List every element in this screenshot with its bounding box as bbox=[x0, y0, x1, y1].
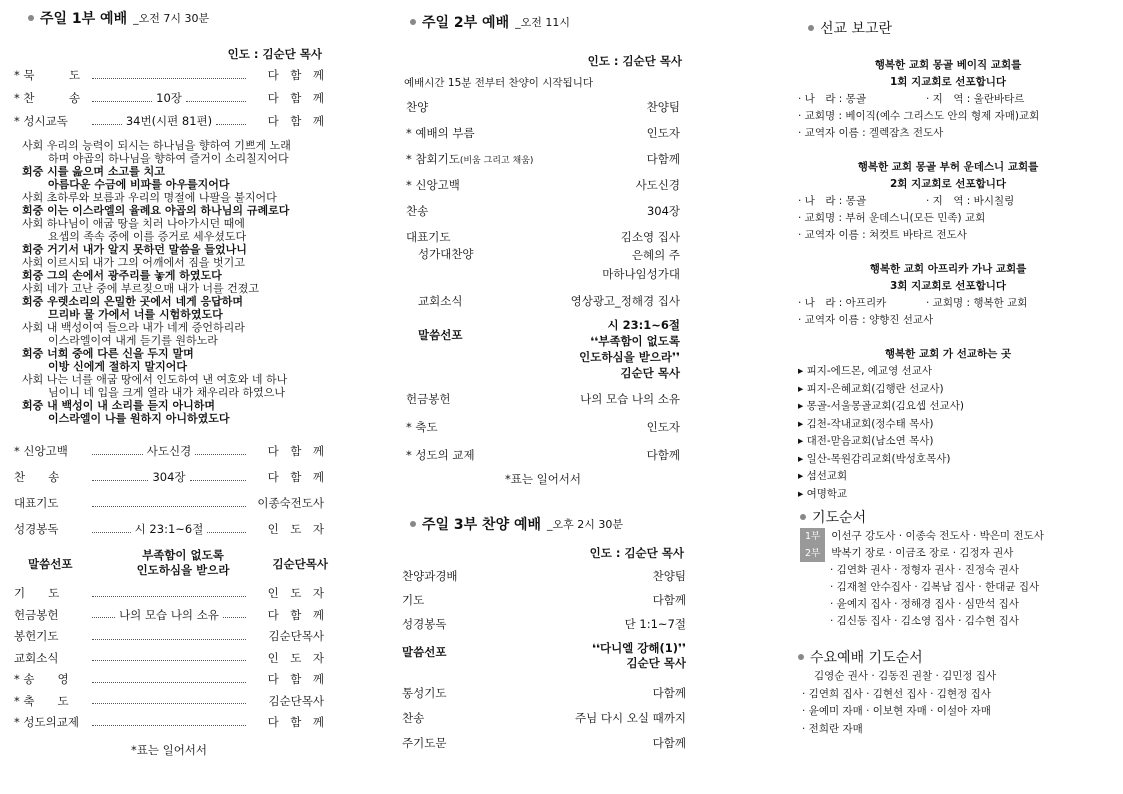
order-row bbox=[406, 177, 680, 193]
prayer-line: · 김신동 집사 · 김소영 집사 · 김수현 집사 bbox=[830, 615, 1019, 627]
order-row bbox=[402, 710, 686, 726]
order-person: 인도자 bbox=[646, 126, 680, 140]
order-label: 봉헌기도 bbox=[14, 629, 59, 643]
reading-line: 사회 나는 너를 애굽 땅에서 인도하여 낸 여호와 네 하나 bbox=[22, 373, 288, 386]
order-detail: 나의 모습 나의 소유 bbox=[119, 607, 219, 622]
order-person: 다 함 께 bbox=[267, 68, 324, 82]
mission-report-1: 행복한 교회 몽골 베이직 교회를 1회 지교회로 선포합니다 · 나 라 : 몽골 · 지 역 : 울란바타르 · 교회명 : 베이직(예수 그리스도 안의 형제 자매)교회 · 교역자 이름 : 겔렉잠츠 전도사 bbox=[798, 59, 1040, 139]
prayer-line: · 김연화 권사 · 정형자 권사 · 진정숙 권사 bbox=[830, 564, 1019, 576]
reading-line: 회중 내 백성이 내 소리를 듣지 아니하며 bbox=[22, 399, 215, 412]
service2-tag: 2부 bbox=[800, 545, 825, 562]
dot-leader bbox=[92, 448, 143, 455]
order-person: 찬양팀 bbox=[652, 569, 686, 583]
dot-leader bbox=[92, 72, 246, 79]
mission-places-heading: 행복한 교회 가 선교하는 곳 bbox=[884, 348, 1012, 360]
sermon-label: 말씀선포 bbox=[28, 557, 73, 571]
dot-leader bbox=[92, 611, 115, 618]
order-person: 김순단목사 bbox=[268, 629, 324, 643]
dot-leader bbox=[92, 633, 246, 640]
order-person: 김소영 집사 bbox=[620, 230, 680, 244]
prayer-heading bbox=[800, 507, 866, 527]
standing-note: *표는 일어서서 bbox=[504, 472, 582, 486]
wednesday-line: · 전희란 자매 bbox=[802, 722, 863, 735]
service1-heading bbox=[28, 8, 209, 28]
dot-leader bbox=[186, 95, 246, 102]
dot-leader bbox=[92, 474, 148, 481]
order-detail: 시 23:1~6절 bbox=[134, 522, 204, 536]
order-person: 다함께 bbox=[652, 736, 686, 750]
reading-line: 사회 내 백성이여 들으라 내가 네게 증언하리라 bbox=[22, 321, 245, 334]
order-label: * 참회기도(비움 그리고 채움) bbox=[406, 152, 534, 166]
order-label: 대표기도 bbox=[406, 230, 451, 244]
order-person: 인도자 bbox=[646, 420, 680, 434]
service3-leader: 인도 : 김순단 목사 bbox=[589, 546, 684, 560]
order-label: 찬송 bbox=[402, 711, 425, 725]
service1-tag: 1부 bbox=[800, 528, 825, 545]
order-row bbox=[406, 99, 680, 115]
order-row bbox=[402, 568, 686, 584]
order-row bbox=[14, 650, 324, 666]
sermon-title: ❛❛다니엘 강해(1)❜❜ bbox=[591, 641, 686, 655]
reading-line: 사회 우리의 능력이 되시는 하나님을 향하여 기쁘게 노래 bbox=[22, 139, 291, 152]
order-person: 다 함 께 bbox=[267, 672, 324, 686]
order-label: * 성도의교제 bbox=[14, 715, 79, 729]
service1-sermon bbox=[28, 548, 328, 584]
wednesday-line: · 김연희 집사 · 김현선 집사 · 김현정 집사 bbox=[802, 687, 991, 700]
bullet-icon bbox=[410, 521, 416, 527]
choir-label: 성가대찬양 bbox=[418, 247, 474, 261]
order-person: 인 도 자 bbox=[267, 522, 324, 536]
sermon-title-line2: 인도하심을 받으라❜❜ bbox=[579, 350, 680, 364]
order-person: 다 함 께 bbox=[267, 114, 324, 128]
order-person: 단 1:1~7절 bbox=[624, 617, 686, 631]
order-row bbox=[14, 585, 324, 601]
sermon-title-line1: ❛❛부족함이 없도록 bbox=[590, 334, 680, 348]
reading-line: 사회 이르시되 내가 그의 어깨에서 짐을 벗기고 bbox=[22, 256, 245, 269]
order-detail: 10장 bbox=[156, 91, 182, 105]
order-label: 통성기도 bbox=[402, 686, 447, 700]
order-label: 헌금봉헌 bbox=[14, 607, 59, 622]
order-person: 다함께 bbox=[652, 593, 686, 607]
order-row bbox=[14, 90, 324, 106]
service1-leader: 인도 : 김순단 목사 bbox=[227, 47, 322, 61]
mission-place: ▸ 피지-은혜교회(김행란 선교사) bbox=[798, 382, 944, 395]
order-row bbox=[14, 607, 324, 623]
order-label: * 묵 도 bbox=[14, 68, 81, 82]
mission-report-2: 행복한 교회 몽골 부허 운데스니 교회를 2회 지교회로 선포합니다 · 나 라 : 몽골 · 지 역 : 바시칠링 · 교회명 : 부허 운데스니(모든 민족) 교회 · 교역자 이름 : 쳐컷트 바타르 전도사 bbox=[798, 161, 1039, 241]
bullet-icon bbox=[800, 514, 806, 520]
mission-place: ▸ 일산-목원감리교회(박성호목사) bbox=[798, 452, 951, 465]
bullet-icon bbox=[28, 15, 34, 21]
order-row bbox=[14, 521, 324, 537]
order-label: * 성도의 교제 bbox=[406, 448, 475, 462]
reading-line: 요셉의 족속 중에 이를 증거로 세우셨도다 bbox=[48, 230, 247, 243]
prayer-title: 기도순서 bbox=[812, 510, 867, 526]
order-row bbox=[402, 592, 686, 608]
order-person: 다함께 bbox=[646, 152, 680, 166]
order-row bbox=[14, 714, 324, 730]
order-row bbox=[14, 693, 324, 709]
dot-leader bbox=[92, 654, 246, 661]
order-label: 교회소식 bbox=[14, 650, 59, 665]
mission-heading bbox=[808, 18, 892, 38]
order-label: 찬양과경배 bbox=[402, 569, 458, 583]
order-person: 나의 모습 나의 소유 bbox=[580, 392, 680, 406]
responsive-reading bbox=[22, 139, 334, 425]
sermon-title-line1: 부족함이 없도록 bbox=[142, 548, 224, 562]
service2-leader: 인도 : 김순단 목사 bbox=[587, 54, 682, 68]
dot-leader bbox=[195, 448, 246, 455]
order-label: 대표기도 bbox=[14, 496, 59, 510]
order-person: 다함께 bbox=[646, 448, 680, 462]
order-person: 김순단목사 bbox=[268, 693, 324, 708]
order-label: * 신앙고백 bbox=[14, 444, 68, 458]
order-detail: 사도신경 bbox=[146, 444, 192, 458]
service2-note: 예배시간 15분 전부터 찬양이 시작됩니다 bbox=[404, 77, 593, 89]
order-person: 다 함 께 bbox=[267, 607, 324, 622]
prayer-order: 1부 이선구 강도사 · 이종숙 전도사 · 박은미 전도사 2부 박복기 장로 · 이금조 장로 · 김정자 권사 · 김연화 권사 · 정형자 권사 · 진정숙 권사 · 김재철 안수집사 · 김복남 집사 · 한대균 집사 · 윤예지 집사 · 정해경 집사 · 심만석 집사 · 김신동 집사 · 김소영 집사 · 김수현 집사 bbox=[800, 528, 1100, 630]
bullet-icon bbox=[808, 25, 814, 31]
dot-leader bbox=[92, 526, 131, 533]
service3-sermon bbox=[402, 641, 686, 677]
order-row bbox=[402, 735, 686, 751]
order-row bbox=[14, 469, 324, 485]
order-person: 주님 다시 오실 때까지 bbox=[575, 711, 686, 725]
choir-name: 마하나임성가대 bbox=[602, 267, 680, 281]
order-label: 성경봉독 bbox=[14, 522, 59, 536]
order-row bbox=[402, 685, 686, 701]
sermon-title-line2: 인도하심을 받으라 bbox=[136, 563, 230, 577]
service1-title: 주일 1부 예배 bbox=[40, 11, 128, 27]
bullet-icon bbox=[410, 19, 416, 25]
order-label: 기도 bbox=[402, 593, 425, 607]
service3-time: _오후 2시 30분 bbox=[547, 518, 624, 531]
mission-place: ▸ 대전-맏음교회(남소연 목사) bbox=[798, 435, 934, 447]
wednesday-heading bbox=[798, 647, 923, 667]
dot-leader bbox=[92, 590, 246, 597]
service2-sermon bbox=[418, 317, 680, 383]
reading-line: 회중 시를 읊으며 소고를 치고 bbox=[22, 165, 165, 178]
reading-line: 사회 하나님이 애굽 땅을 치러 나아가시던 때에 bbox=[22, 217, 245, 230]
service2-title: 주일 2부 예배 bbox=[422, 15, 510, 31]
order-person: 찬양팀 bbox=[646, 100, 680, 114]
order-row bbox=[406, 391, 680, 407]
reading-line: 이스라엘이 나를 원하지 아니하였도다 bbox=[48, 412, 230, 425]
sermon-label: 말씀선포 bbox=[418, 328, 463, 342]
dot-leader bbox=[92, 500, 246, 507]
reading-line: 님이니 네 입을 크게 열라 내가 채우리라 하였으나 bbox=[48, 386, 285, 399]
wednesday-title: 수요예배 기도순서 bbox=[810, 650, 923, 666]
reading-line: 회중 우렛소리의 은밀한 곳에서 네게 응답하며 bbox=[22, 295, 244, 308]
order-row bbox=[14, 495, 324, 511]
order-person: 사도신경 bbox=[635, 178, 680, 192]
wednesday-line: 김영순 권사 · 김동진 권찰 · 김민정 집사 bbox=[814, 670, 997, 682]
bullet-icon bbox=[798, 654, 804, 660]
dot-leader bbox=[216, 118, 246, 125]
sermon-preacher: 김순단 목사 bbox=[626, 656, 686, 670]
order-label: * 축도 bbox=[406, 420, 438, 434]
order-detail: 304장 bbox=[152, 470, 186, 484]
order-person: 304장 bbox=[646, 204, 680, 218]
reading-line: 므리바 물 가에서 너를 시험하였도다 bbox=[48, 308, 223, 321]
reading-line: 사회 초하루와 보름과 우리의 명절에 나팔을 불지어다 bbox=[22, 191, 277, 204]
dot-leader bbox=[92, 676, 246, 683]
dot-leader bbox=[92, 95, 152, 102]
order-person: 다 함 께 bbox=[267, 91, 324, 105]
reading-line: 회중 이는 이스라엘의 율례요 야곱의 하나님의 규례로다 bbox=[22, 204, 290, 217]
order-label: * 찬 송 bbox=[14, 91, 81, 105]
order-label: 헌금봉헌 bbox=[406, 392, 451, 406]
mission-title: 선교 보고란 bbox=[820, 21, 893, 37]
dot-leader bbox=[207, 526, 246, 533]
mission-place: ▸ 섬선교회 bbox=[798, 470, 848, 482]
order-label: 찬 송 bbox=[14, 470, 60, 484]
reading-line: 회중 그의 손에서 광주리를 놓게 하였도다 bbox=[22, 269, 222, 282]
sermon-preacher: 김순단 목사 bbox=[620, 366, 680, 380]
service3-heading bbox=[410, 514, 623, 534]
sermon-scripture: 시 23:1~6절 bbox=[607, 318, 680, 332]
order-person: 다 함 께 bbox=[267, 444, 324, 458]
mission-report-3: 행복한 교회 아프리카 가나 교회를 3회 지교회로 선포합니다 · 나 라 : 아프리카 · 교회명 : 행복한 교회 · 교역자 이름 : 양향진 선교사 bbox=[798, 263, 1028, 326]
mission-place: ▸ 몽골-서울몽골교회(김요셉 선교사) bbox=[798, 400, 964, 412]
order-label: 찬송 bbox=[406, 204, 429, 218]
wednesday-prayer-order bbox=[802, 668, 1102, 738]
wednesday-line: · 윤예미 자매 · 이보현 자매 · 이설아 자매 bbox=[802, 705, 991, 717]
mission-place: ▸ 여명학교 bbox=[798, 487, 848, 500]
order-label: 찬양 bbox=[406, 100, 429, 114]
order-detail: 34번(시편 81편) bbox=[125, 114, 213, 128]
sermon-preacher: 김순단목사 bbox=[272, 557, 328, 571]
order-label: 기 도 bbox=[14, 586, 60, 600]
order-note: (비움 그리고 채움) bbox=[459, 156, 534, 166]
dot-leader bbox=[223, 611, 246, 618]
news-row: 교회소식 영상광고_정해경 집사 bbox=[418, 294, 680, 308]
service2-time: _오전 11시 bbox=[515, 16, 570, 29]
order-person: 이종숙전도사 bbox=[257, 496, 324, 510]
order-label: * 송 영 bbox=[14, 672, 69, 686]
dot-leader bbox=[92, 697, 246, 704]
mission-place: ▸ 피지-에드몬, 예교영 선교사 bbox=[798, 365, 932, 377]
order-row bbox=[14, 671, 324, 687]
order-row bbox=[14, 443, 324, 459]
prayer-line: · 윤예지 집사 · 정해경 집사 · 심만석 집사 bbox=[830, 598, 1019, 610]
service2-heading bbox=[410, 12, 570, 32]
order-row bbox=[406, 203, 680, 219]
choir-song: 은혜의 주 bbox=[631, 248, 680, 262]
reading-line: 회중 거기서 내가 알지 못하던 말씀을 들었나니 bbox=[22, 243, 247, 256]
order-person: 다함께 bbox=[652, 686, 686, 700]
order-label: * 축 도 bbox=[14, 693, 69, 708]
order-person: 다 함 께 bbox=[267, 715, 324, 729]
reading-line: 이방 신에게 절하지 말지어다 bbox=[48, 360, 187, 373]
order-label: 주기도문 bbox=[402, 736, 447, 750]
order-person: 인 도 자 bbox=[267, 586, 324, 600]
order-row bbox=[14, 628, 324, 644]
order-row bbox=[406, 229, 680, 245]
service3-title: 주일 3부 찬양 예배 bbox=[422, 517, 542, 533]
prayer-line: · 김재철 안수집사 · 김복남 집사 · 한대균 집사 bbox=[830, 581, 1040, 593]
order-person: 다 함 께 bbox=[267, 470, 324, 484]
dot-leader bbox=[92, 719, 246, 726]
order-row bbox=[406, 151, 680, 167]
order-label: * 성시교독 bbox=[14, 114, 68, 128]
reading-line: 아름다운 수금에 비파를 아우를지어다 bbox=[48, 178, 230, 191]
standing-note: *표는 일어서서 bbox=[130, 743, 208, 757]
mission-place: ▸ 김천-작내교회(정수태 목사) bbox=[798, 417, 934, 430]
order-label: * 예배의 부름 bbox=[406, 126, 475, 140]
reading-line: 사회 네가 고난 중에 부르짖으매 내가 너를 건졌고 bbox=[22, 282, 259, 295]
service1-time: _오전 7시 30분 bbox=[133, 12, 210, 25]
order-row bbox=[14, 67, 324, 83]
order-label: * 신앙고백 bbox=[406, 178, 460, 192]
reading-line: 이스라엘이여 내게 듣기를 원하노라 bbox=[48, 334, 218, 347]
order-row bbox=[406, 419, 680, 435]
order-row bbox=[14, 113, 324, 129]
mission-places-list bbox=[798, 363, 1098, 503]
order-row bbox=[406, 125, 680, 141]
reading-line: 회중 너희 중에 다른 신을 두지 말며 bbox=[22, 347, 194, 360]
order-label: 성경봉독 bbox=[402, 617, 447, 631]
order-row bbox=[402, 616, 686, 632]
dot-leader bbox=[92, 118, 122, 125]
reading-line: 하며 야곱의 하나님을 향하여 즐거이 소리칠지어다 bbox=[48, 152, 289, 165]
order-row bbox=[406, 447, 680, 463]
sermon-label: 말씀선포 bbox=[402, 645, 447, 659]
order-person: 인 도 자 bbox=[267, 650, 324, 665]
dot-leader bbox=[190, 474, 246, 481]
